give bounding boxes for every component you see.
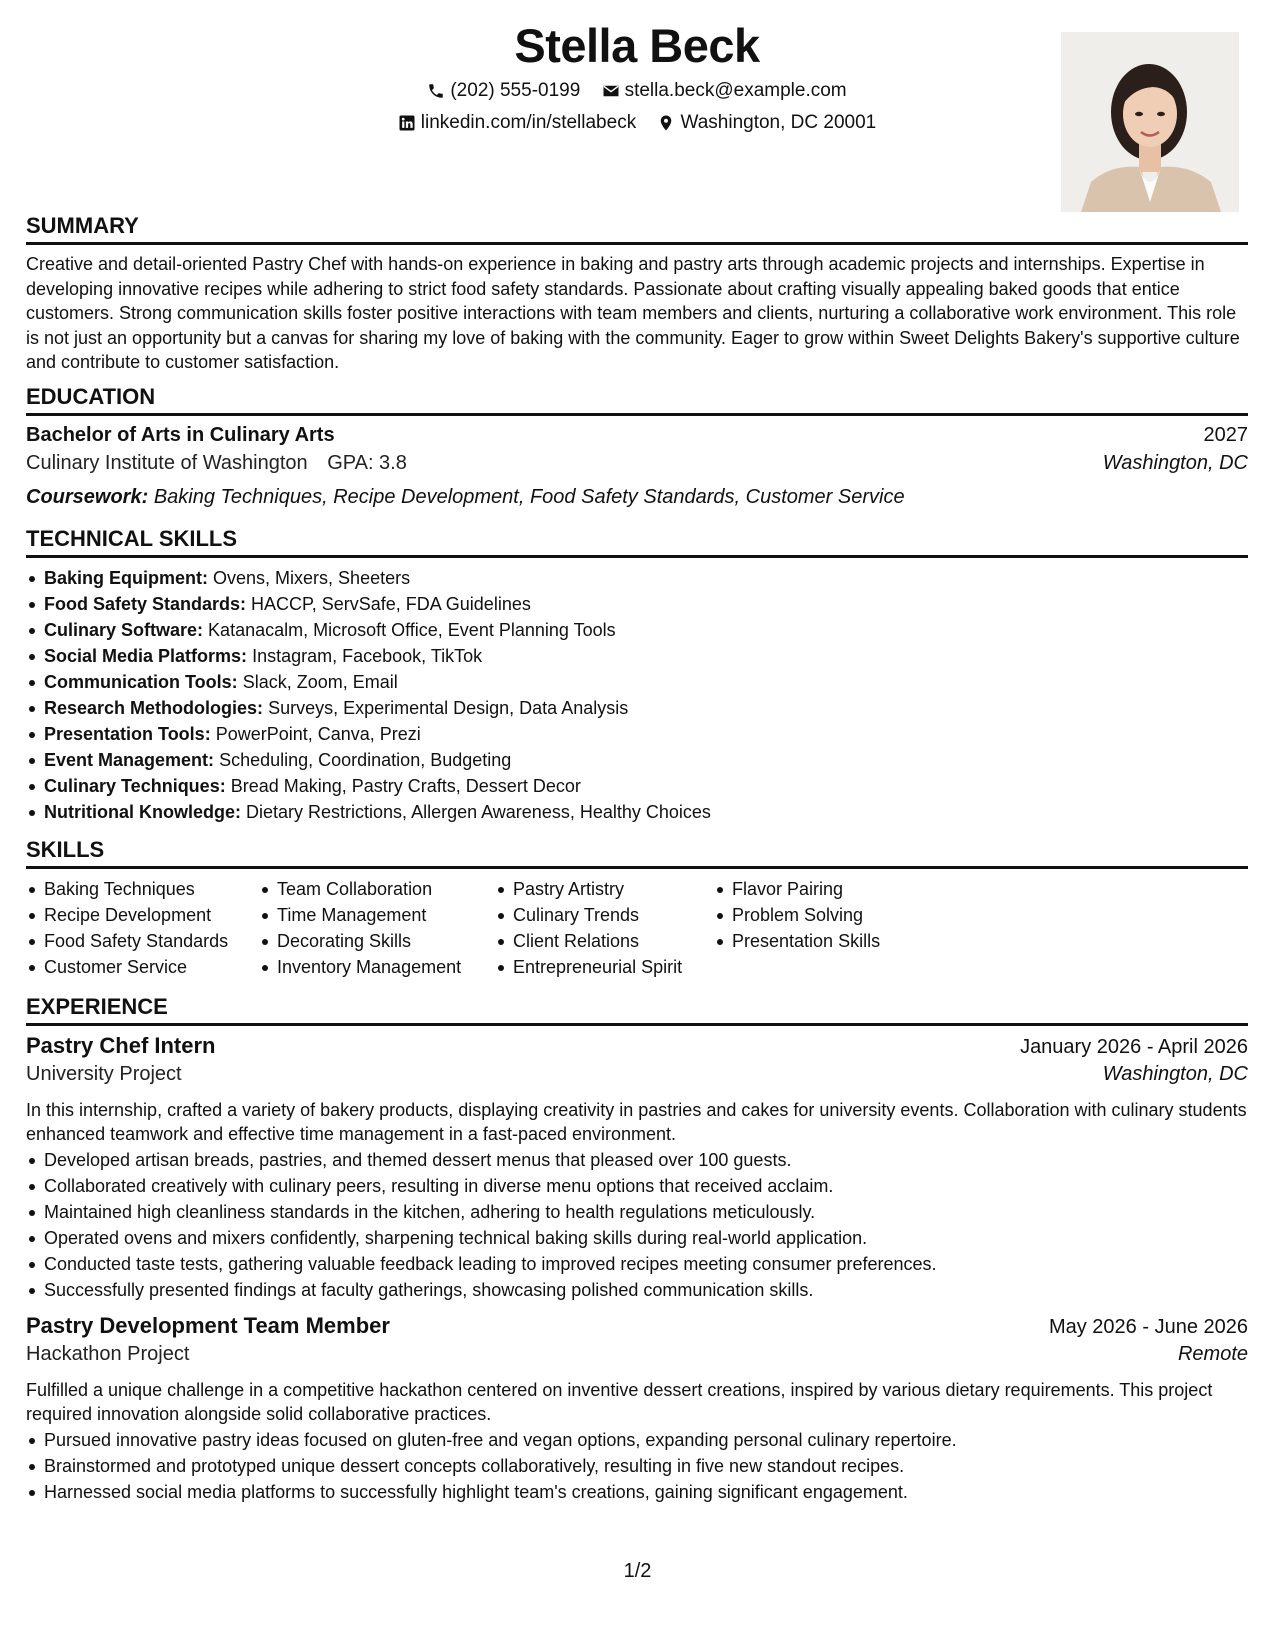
job-bullets [26,1427,1248,1505]
list-item: Culinary Trends [513,902,714,928]
list-item [44,669,1248,695]
list-item [44,747,1248,773]
experience-section [26,993,1248,1505]
job-organization: University Project [26,1063,182,1085]
job-entry [26,1313,1248,1505]
list-item: Brainstormed and prototyped unique dessert concepts collaboratively, resulting in five new standout recipes. [44,1453,1248,1479]
tech-skill-value: Slack, Zoom, Email [242,672,398,692]
skills-list [495,876,714,980]
list-item [44,591,1248,617]
experience-heading: EXPERIENCE [26,993,1248,1026]
tech-skill-label: Food Safety Standards: [44,594,247,614]
linkedin-icon [398,114,416,132]
list-item: Recipe Development [44,902,259,928]
coursework-list: Baking Techniques, Recipe Development, Food Safety Standards, Customer Service [153,486,905,508]
list-item [44,565,1248,591]
tech-skill-label: Presentation Tools: [44,724,211,744]
institution-line [26,452,407,475]
job-title-row [26,1313,1248,1343]
resume-header [26,0,1248,222]
list-item: Developed artisan breads, pastries, and themed dessert menus that pleased over 100 guests. [44,1147,1248,1173]
job-organization: Hackathon Project [26,1343,190,1365]
job-location: Washington, DC [1102,1063,1248,1085]
institution-name: Culinary Institute of Washington [26,452,308,474]
tech-skill-label: Baking Equipment: [44,568,209,588]
tech-skill-value: Katanacalm, Microsoft Office, Event Planning Tools [208,620,616,640]
list-item: Flavor Pairing [732,876,974,902]
job-dates: January 2026 - April 2026 [1020,1036,1248,1058]
email-text[interactable]: stella.beck@example.com [624,80,847,101]
resume-page [26,0,1248,1650]
graduation-year: 2027 [1203,424,1248,446]
phone-contact [427,80,580,102]
technical-skills-list [26,565,1248,825]
tech-skill-label: Research Methodologies: [44,698,264,718]
list-item: Pursued innovative pastry ideas focused on gluten-free and vegan options, expanding personal culinary repertoire. [44,1427,1248,1453]
technical-skills-section [26,525,1248,825]
profile-photo [1061,32,1239,212]
job-dates: May 2026 - June 2026 [1048,1316,1248,1338]
envelope-icon [602,82,620,100]
list-item: Time Management [277,902,495,928]
tech-skill-value: Dietary Restrictions, Allergen Awareness, Healthy Choices [246,802,711,822]
education-institution-row [26,452,1248,482]
list-item: Pastry Artistry [513,876,714,902]
degree-name: Bachelor of Arts in Culinary Arts [26,424,335,446]
list-item: Problem Solving [732,902,974,928]
tech-skill-value: Bread Making, Pastry Crafts, Dessert Decor [230,776,581,796]
coursework-line [26,482,1248,512]
tech-skill-label: Nutritional Knowledge: [44,802,241,822]
skills-column-1 [26,876,259,980]
location-text: Washington, DC 20001 [680,112,877,133]
tech-skill-value: Instagram, Facebook, TikTok [252,646,483,666]
tech-skill-value: Ovens, Mixers, Sheeters [213,568,411,588]
list-item: Customer Service [44,954,259,980]
summary-section [26,212,1248,375]
tech-skill-label: Event Management: [44,750,215,770]
list-item: Presentation Skills [732,928,974,954]
gpa: GPA: 3.8 [327,452,407,474]
list-item: Client Relations [513,928,714,954]
candidate-name: Stella Beck [514,19,760,72]
skills-column-4 [714,876,974,980]
list-item: Conducted taste tests, gathering valuable feedback leading to improved recipes meeting consumer preferences. [44,1251,1248,1277]
job-org-row [26,1343,1248,1373]
list-item: Harnessed social media platforms to successfully highlight team's creations, gaining significant engagement. [44,1479,1248,1505]
technical-skills-heading: TECHNICAL SKILLS [26,525,1248,558]
skills-heading: SKILLS [26,836,1248,869]
job-entry [26,1033,1248,1303]
list-item [44,643,1248,669]
list-item: Inventory Management [277,954,495,980]
tech-skill-label: Culinary Software: [44,620,204,640]
tech-skill-value: Scheduling, Coordination, Budgeting [219,750,512,770]
skills-column-2 [259,876,495,980]
location-contact [657,112,876,134]
skills-column-3 [495,876,714,980]
job-title: Pastry Chef Intern [26,1033,216,1058]
skills-section [26,836,1248,980]
list-item: Baking Techniques [44,876,259,902]
email-contact[interactable] [602,80,847,102]
job-description: In this internship, crafted a variety of bakery products, displaying creativity in pastries and cakes for university events. Collaboration with culinary students enhanced teamwork and effective time management in a fast-paced environment. [26,1100,1247,1144]
tech-skill-label: Communication Tools: [44,672,238,692]
education-section [26,383,1248,512]
job-bullets [26,1147,1248,1303]
phone-icon [427,82,445,100]
list-item: Team Collaboration [277,876,495,902]
coursework-label: Coursework: [26,486,149,508]
portrait-illustration [1061,32,1239,212]
list-item: Operated ovens and mixers confidently, sharpening technical baking skills during real-world application. [44,1225,1248,1251]
job-title: Pastry Development Team Member [26,1313,390,1338]
linkedin-contact[interactable] [398,112,636,134]
list-item [44,799,1248,825]
skills-list [714,876,974,954]
list-item: Collaborated creatively with culinary peers, resulting in diverse menu options that received acclaim. [44,1173,1248,1199]
skills-columns [26,876,1248,980]
job-description: Fulfilled a unique challenge in a competitive hackathon centered on inventive dessert creations, inspired by various dietary requirements. This project required innovation alongside solid collaborative practices. [26,1380,1213,1424]
list-item: Successfully presented findings at faculty gatherings, showcasing polished communication skills. [44,1277,1248,1303]
tech-skill-value: Surveys, Experimental Design, Data Analysis [268,698,629,718]
education-location: Washington, DC [1102,452,1248,474]
summary-heading: SUMMARY [26,212,1248,245]
list-item: Maintained high cleanliness standards in the kitchen, adhering to health regulations meticulously. [44,1199,1248,1225]
list-item [44,773,1248,799]
summary-text: Creative and detail-oriented Pastry Chef with hands-on experience in baking and pastry arts through academic projects and internships. Expertise in developing innovative recipes while adhering to strict food safety standards. Passionate about crafting visually appealing baked goods that entice customers. Strong communication skills foster positive interactions with team members and clients, nurturing a collaborative work environment. This role is not just an opportunity but a canvas for sharing my love of baking with the community. Eager to grow within Sweet Delights Bakery's supportive culture and contribute to customer satisfaction. [26,254,1240,372]
skills-list [26,876,259,980]
list-item [44,695,1248,721]
linkedin-text[interactable]: linkedin.com/in/stellabeck [420,112,637,133]
list-item: Food Safety Standards [44,928,259,954]
list-item: Decorating Skills [277,928,495,954]
page-number: 1/2 [623,1560,652,1582]
tech-skill-value: PowerPoint, Canva, Prezi [215,724,421,744]
education-heading: EDUCATION [26,383,1248,416]
list-item: Entrepreneurial Spirit [513,954,714,980]
list-item [44,721,1248,747]
education-degree-row [26,424,1248,452]
tech-skill-label: Social Media Platforms: [44,646,248,666]
phone-text: (202) 555-0199 [450,80,581,101]
tech-skill-value: HACCP, ServSafe, FDA Guidelines [251,594,531,614]
job-title-row [26,1033,1248,1063]
map-pin-icon [657,114,675,132]
skills-list [259,876,495,980]
list-item [44,617,1248,643]
job-location: Remote [1177,1343,1248,1365]
job-org-row [26,1063,1248,1093]
tech-skill-label: Culinary Techniques: [44,776,226,796]
